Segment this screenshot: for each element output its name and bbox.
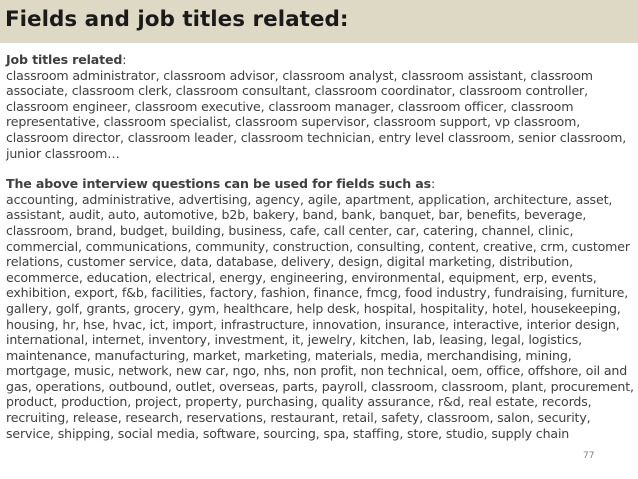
- job-titles-section: [6, 52, 634, 161]
- fields-heading-label: The above interview questions can be used for fields such as: [6, 176, 431, 192]
- fields-heading: [6, 176, 634, 192]
- job-titles-heading-label: Job titles related: [6, 52, 123, 67]
- fields-section: [6, 176, 634, 441]
- page-number: 77: [583, 451, 595, 461]
- job-titles-list: classroom administrator, classroom advisor, classroom analyst, classroom assistant, classroom associate, classroom clerk, classroom consultant, classroom coordinator, classroom controller, classroom engineer, classroom executive, classroom manager, classroom officer, classroom representative, classroom specialist, classroom supervisor, classroom support, vp classroom, classroom director, classroom leader, classroom technician, entry level classroom, senior classroom, junior classroom…: [6, 67, 627, 161]
- job-titles-heading: [6, 52, 634, 68]
- fields-list: accounting, administrative, advertising, agency, agile, apartment, application, architecture, asset, assistant, audit, auto, automotive, b2b, bakery, band, bank, banquet, bar, benefits, beverage, classroom, brand, budget, building, business, cafe, call center, car, catering, channel, clinic, commercial, communications, community, construction, consulting, content, creative, crm, customer relations, customer service, data, database, delivery, design, digital marketing, distribution, ecommerce, education, electrical, energy, engineering, environmental, equipment, erp, events, exhibition, export, f&b, facilities, factory, fashion, finance, fmcg, food industry, fundraising, furniture, gallery, golf, grants, grocery, gym, healthcare, help desk, hospital, hospitality, hotel, housekeeping, housing, hr, hse, hvac, ict, import, infrastructure, innovation, insurance, interactive, interior design, international, internet, inventory, investment, it, jewelry, kitchen, lab, leasing, legal, logistics, maintenance, manufacturing, market, marketing, materials, media, merchandising, mining, mortgage, music, network, new car, ngo, nhs, non profit, non technical, oem, office, offshore, oil and gas, operations, outbound, outlet, overseas, parts, payroll, classroom, classroom, plant, procurement, product, production, project, property, purchasing, quality assurance, r&d, real estate, records, recruiting, release, research, reservations, restaurant, retail, safety, classroom, salon, security, service, shipping, social media, software, sourcing, spa, staffing, store, studio, supply chain: [6, 191, 634, 441]
- slide-content: [6, 52, 634, 441]
- fields-heading-colon: :: [430, 176, 436, 192]
- job-titles-heading-colon: :: [122, 52, 127, 67]
- page-title: Fields and job titles related:: [5, 7, 349, 32]
